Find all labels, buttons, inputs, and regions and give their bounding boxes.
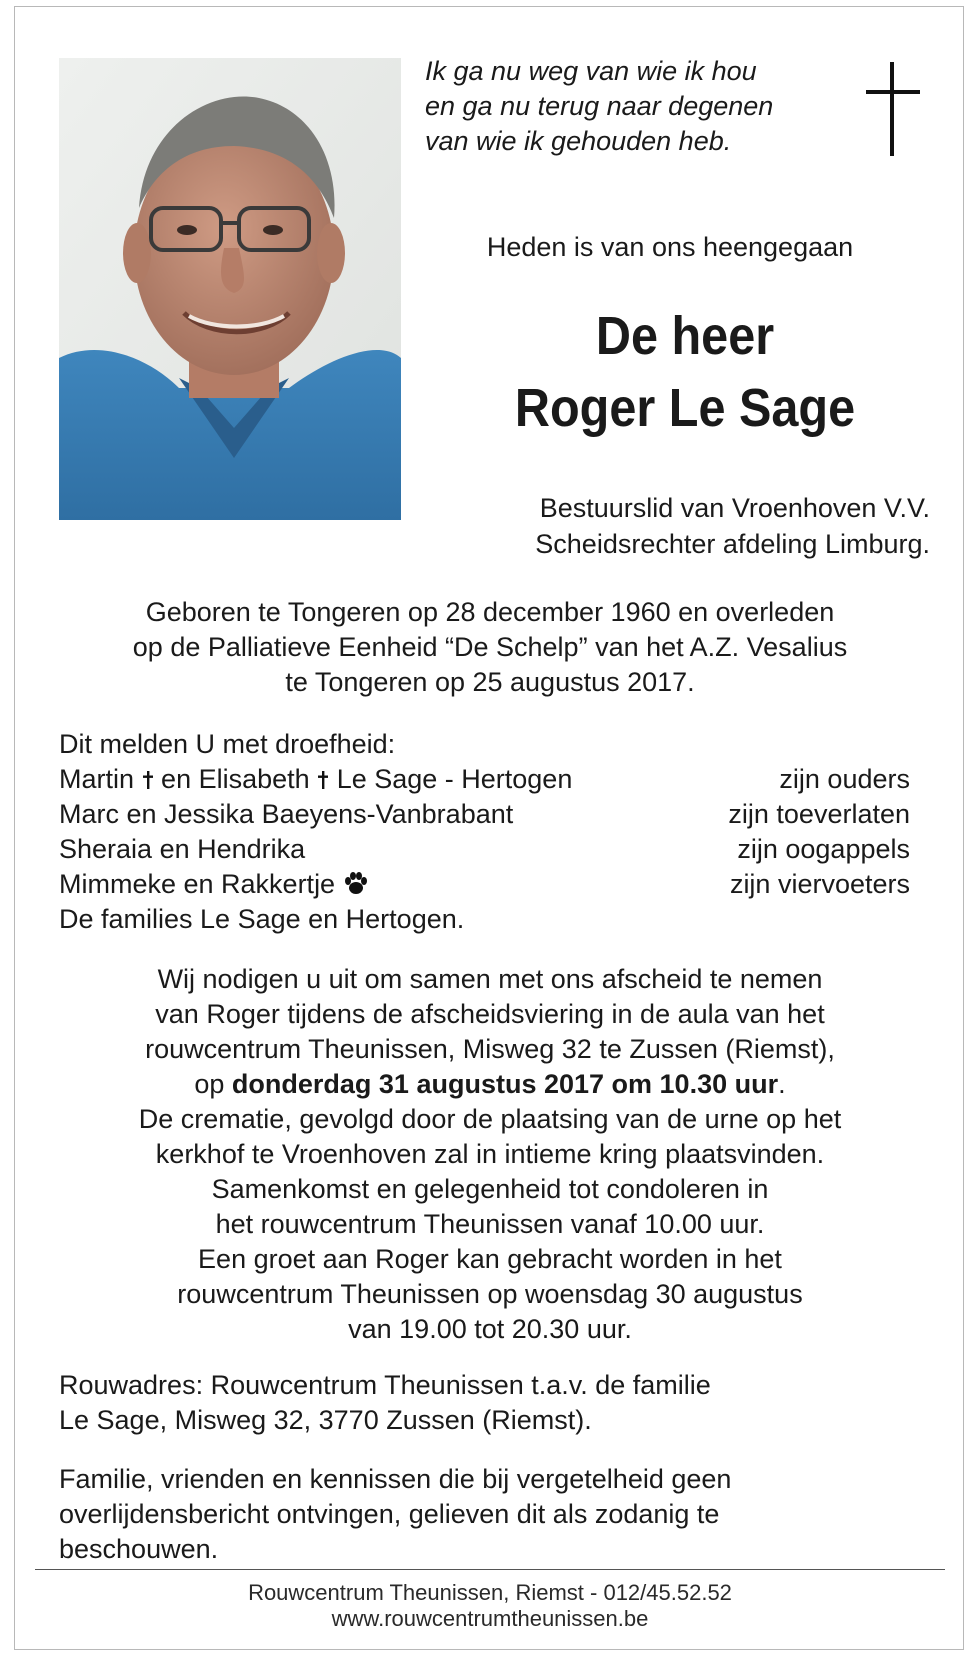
poem-line: van wie ik gehouden heb. (425, 126, 732, 156)
intro-text: Heden is van ons heengegaan (486, 232, 854, 262)
birth-line: Geboren te Tongeren op 28 december 1960 en overleden (145, 597, 835, 627)
ceremony-line: rouwcentrum Theunissen, Misweg 32 te Zussen (Riemst), (145, 1034, 835, 1064)
poem (425, 54, 865, 159)
ceremony-line: van Roger tijdens de afscheidsviering in de aula van het (155, 999, 825, 1029)
family-heading-text: Dit melden U met droefheid: (59, 729, 396, 759)
ceremony-date-prefix: op (194, 1069, 232, 1099)
ceremony-line: De crematie, gevolgd door de plaatsing van de urne op het (138, 1104, 842, 1134)
pets-names: Mimmeke en Rakkertje (59, 869, 336, 899)
family-row-who (59, 867, 369, 902)
parent-name: en Elisabeth (161, 764, 310, 794)
birth-line: te Tongeren op 25 augustus 2017. (285, 667, 695, 697)
footer (40, 1580, 940, 1632)
footer-contact: Rouwcentrum Theunissen, Riemst - 012/45.52.52 (248, 1580, 732, 1605)
family-row (59, 762, 910, 797)
ceremony-info (40, 962, 940, 1347)
notice-line: beschouwen. (59, 1534, 219, 1564)
role-line: Bestuurslid van Vroenhoven V.V. (539, 493, 930, 523)
birth-death-info (40, 595, 940, 700)
ceremony-line: kerkhof te Vroenhoven zal in intieme kring plaatsvinden. (155, 1139, 825, 1169)
family-relation: zijn ouders (779, 764, 910, 794)
name-line-1: De heer (595, 306, 775, 366)
address-line: Le Sage, Misweg 32, 3770 Zussen (Riemst). (59, 1405, 592, 1435)
poem-line: Ik ga nu weg van wie ik hou (425, 56, 757, 86)
parent-surname: Le Sage - Hertogen (336, 764, 573, 794)
portrait-photo (59, 58, 401, 520)
address-line: Rouwadres: Rouwcentrum Theunissen t.a.v. de familie (59, 1370, 711, 1400)
ceremony-line: Samenkomst en gelegenheid tot condoleren in (211, 1174, 769, 1204)
poem-line: en ga nu terug naar degenen (425, 91, 774, 121)
family-closing (59, 902, 919, 937)
notice-line: Familie, vrienden en kennissen die bij vergetelheid geen (59, 1464, 732, 1494)
parent-name: Martin (59, 764, 135, 794)
roles (420, 490, 930, 562)
family-relation: zijn oogappels (737, 834, 910, 864)
deceased-cross-icon (142, 770, 154, 790)
family-relation: zijn viervoeters (729, 869, 910, 899)
mourning-address (59, 1368, 919, 1438)
role-line: Scheidsrechter afdeling Limburg. (535, 529, 930, 559)
footer-divider (35, 1569, 945, 1570)
family-row-who (59, 762, 572, 797)
cross-icon (862, 60, 924, 160)
birth-line: op de Palliatieve Eenheid “De Schelp” van het A.Z. Vesalius (132, 632, 848, 662)
deceased-name (447, 300, 924, 444)
footer-website[interactable]: www.rouwcentrumtheunissen.be (331, 1606, 649, 1631)
ceremony-line: van 19.00 tot 20.30 uur. (348, 1314, 632, 1344)
family-row (59, 832, 910, 867)
family-row (59, 867, 910, 902)
ceremony-date-line (40, 1067, 940, 1102)
ceremony-line: Wij nodigen u uit om samen met ons afscheid te nemen (157, 964, 823, 994)
family-relation: zijn toeverlaten (728, 799, 910, 829)
name-line-2: Roger Le Sage (514, 378, 856, 438)
ceremony-line: Een groet aan Roger kan gebracht worden in het (198, 1244, 782, 1274)
ceremony-date: donderdag 31 augustus 2017 om 10.30 uur (231, 1069, 779, 1099)
family-row-who: Marc en Jessika Baeyens-Vanbrabant (59, 799, 514, 829)
portrait-illustration (59, 58, 401, 520)
family-row (59, 797, 910, 832)
notice (59, 1462, 919, 1567)
family-heading (59, 727, 919, 762)
family-row-who: Sheraia en Hendrika (59, 834, 306, 864)
paw-icon (343, 872, 369, 896)
ceremony-line: het rouwcentrum Theunissen vanaf 10.00 uur. (215, 1209, 765, 1239)
ceremony-line: rouwcentrum Theunissen op woensdag 30 augustus (177, 1279, 803, 1309)
deceased-cross-icon (317, 770, 329, 790)
notice-line: overlijdensbericht ontvingen, gelieven dit als zodanig te (59, 1499, 720, 1529)
family-closing-text: De families Le Sage en Hertogen. (59, 904, 465, 934)
ceremony-date-suffix: . (778, 1069, 786, 1099)
